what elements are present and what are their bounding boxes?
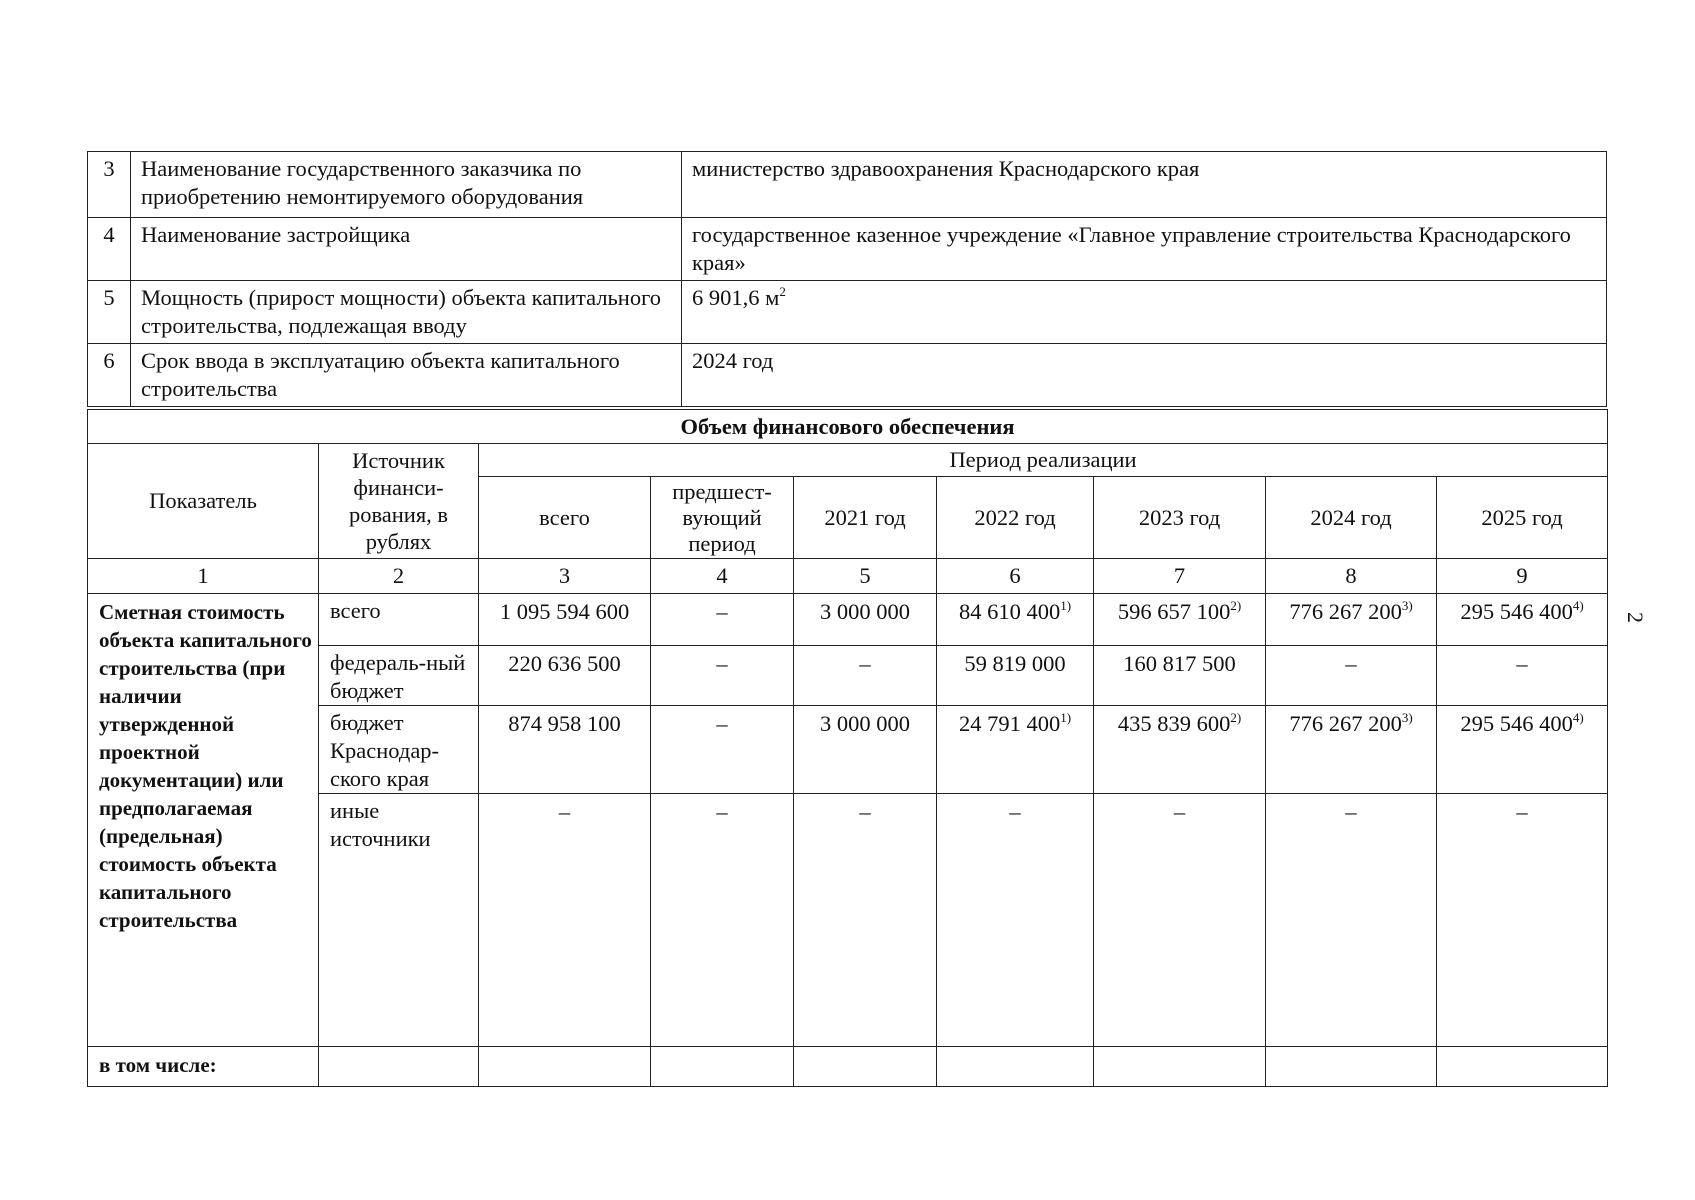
value-text: – xyxy=(716,799,728,824)
row-number: 3 xyxy=(88,152,131,218)
value-text: 1 095 594 600 xyxy=(499,599,630,624)
passport-row xyxy=(88,218,1607,281)
value-text: 24 791 400 xyxy=(958,711,1061,736)
row-number: 5 xyxy=(88,281,131,344)
source-cell: бюджет Краснодар-ского края xyxy=(319,706,479,794)
value-cell xyxy=(651,646,794,706)
value-text: – xyxy=(859,799,871,824)
value-cell xyxy=(1437,594,1608,646)
footnote-marker: 1) xyxy=(1060,598,1072,613)
row-label: Наименование государственного заказчика по приобретению немонтируемого оборудования xyxy=(131,152,682,218)
value-cell xyxy=(651,794,794,1047)
source-cell: иные источники xyxy=(319,794,479,1047)
value-text: 435 839 600 xyxy=(1117,711,1231,736)
value-cell xyxy=(794,706,937,794)
value-cell xyxy=(1094,594,1266,646)
footnote-marker: 3) xyxy=(1401,710,1413,725)
column-number: 7 xyxy=(1094,559,1266,594)
row-value-text: 2024 год xyxy=(692,348,774,373)
value-text: – xyxy=(716,711,728,736)
value-text: – xyxy=(1345,799,1357,824)
column-number: 3 xyxy=(479,559,651,594)
value-text: 3 000 000 xyxy=(820,711,910,736)
value-cell xyxy=(479,646,651,706)
value-cell xyxy=(651,706,794,794)
empty-cell xyxy=(1266,1047,1437,1087)
value-cell xyxy=(1266,794,1437,1047)
column-number: 6 xyxy=(937,559,1094,594)
value-cell xyxy=(651,594,794,646)
passport-row xyxy=(88,152,1607,218)
value-text: 295 546 400 xyxy=(1460,711,1573,736)
source-cell: всего xyxy=(319,594,479,646)
value-text: 59 819 000 xyxy=(964,651,1066,676)
indicator-cell: Сметная стоимость объекта капитального строительства (при наличии утвержденной проектной документации) или предполагаемая (предельная) стоимость объекта капитального строительства xyxy=(88,594,319,1047)
footnote-marker: 2) xyxy=(1230,710,1242,725)
row-value xyxy=(682,218,1607,281)
value-cell xyxy=(479,594,651,646)
value-text: – xyxy=(1173,799,1186,824)
source-cell: федераль-ный бюджет xyxy=(319,646,479,706)
header-indicator: Показатель xyxy=(88,444,319,559)
finance-row xyxy=(88,594,1608,646)
footnote-marker: 2) xyxy=(1230,598,1242,613)
row-value xyxy=(682,152,1607,218)
value-cell xyxy=(937,706,1094,794)
row-value-text: министерство здравоохранения Краснодарского края xyxy=(692,156,1200,181)
value-text: – xyxy=(859,651,871,676)
row-value xyxy=(682,281,1607,344)
value-cell xyxy=(1094,706,1266,794)
value-cell xyxy=(479,706,651,794)
row-label: Срок ввода в эксплуатацию объекта капитального строительства xyxy=(131,344,682,407)
value-text: 596 657 100 xyxy=(1117,599,1231,624)
value-cell xyxy=(1266,706,1437,794)
empty-cell xyxy=(1094,1047,1266,1087)
header-source: Источник финанси-рования, в рублях xyxy=(319,444,479,559)
including-row xyxy=(88,1047,1608,1087)
value-cell xyxy=(937,794,1094,1047)
row-value-text: государственное казенное учреждение «Главное управление строительства Краснодарского края» xyxy=(692,222,1571,275)
row-number: 4 xyxy=(88,218,131,281)
value-cell xyxy=(794,594,937,646)
value-text: 160 817 500 xyxy=(1123,651,1236,676)
row-label: Мощность (прирост мощности) объекта капитального строительства, подлежащая вводу xyxy=(131,281,682,344)
column-number: 5 xyxy=(794,559,937,594)
value-cell xyxy=(1437,794,1608,1047)
header-2024: 2024 год xyxy=(1266,477,1437,559)
finance-section-title: Объем финансового обеспечения xyxy=(88,410,1608,444)
empty-cell xyxy=(479,1047,651,1087)
empty-cell xyxy=(937,1047,1094,1087)
footnote-marker: 4) xyxy=(1572,710,1584,725)
header-previous: предшест-вующий период xyxy=(651,477,794,559)
value-text: 776 267 200 xyxy=(1289,599,1402,624)
finance-table xyxy=(87,409,1608,1087)
footnote-marker: 2 xyxy=(779,284,786,299)
value-text: – xyxy=(1345,651,1357,676)
column-number: 9 xyxy=(1437,559,1608,594)
value-cell xyxy=(1437,706,1608,794)
including-label: в том числе: xyxy=(88,1047,319,1087)
header-total: всего xyxy=(479,477,651,559)
value-text: – xyxy=(558,799,571,824)
row-label: Наименование застройщика xyxy=(131,218,682,281)
column-number: 1 xyxy=(88,559,319,594)
value-text: 295 546 400 xyxy=(1460,599,1573,624)
value-text: – xyxy=(1516,651,1528,676)
header-2021: 2021 год xyxy=(794,477,937,559)
value-cell xyxy=(794,794,937,1047)
column-number: 2 xyxy=(319,559,479,594)
header-2022: 2022 год xyxy=(937,477,1094,559)
passport-row xyxy=(88,344,1607,407)
value-cell xyxy=(1266,646,1437,706)
passport-row xyxy=(88,281,1607,344)
header-period: Период реализации xyxy=(479,444,1608,477)
empty-cell xyxy=(1437,1047,1608,1087)
empty-cell xyxy=(794,1047,937,1087)
value-text: 874 958 100 xyxy=(508,711,621,736)
column-number: 8 xyxy=(1266,559,1437,594)
passport-table xyxy=(87,151,1607,407)
value-text: 220 636 500 xyxy=(508,651,621,676)
header-2023: 2023 год xyxy=(1094,477,1266,559)
value-cell xyxy=(1266,594,1437,646)
row-value xyxy=(682,344,1607,407)
page-number: 2 xyxy=(1623,612,1648,623)
footnote-marker: 4) xyxy=(1572,598,1584,613)
value-text: 3 000 000 xyxy=(820,599,910,624)
value-text: – xyxy=(716,599,728,624)
value-cell xyxy=(479,794,651,1047)
value-text: – xyxy=(1516,799,1528,824)
empty-cell xyxy=(651,1047,794,1087)
column-number: 4 xyxy=(651,559,794,594)
footnote-marker: 3) xyxy=(1401,598,1413,613)
empty-cell xyxy=(319,1047,479,1087)
value-cell xyxy=(937,594,1094,646)
value-text: – xyxy=(716,651,728,676)
footnote-marker: 1) xyxy=(1060,710,1072,725)
value-cell xyxy=(1094,646,1266,706)
row-number: 6 xyxy=(88,344,131,407)
row-value-text: 6 901,6 м xyxy=(692,285,780,310)
value-text: 84 610 400 xyxy=(958,599,1061,624)
value-text: 776 267 200 xyxy=(1289,711,1402,736)
value-text: – xyxy=(1009,799,1021,824)
value-cell xyxy=(1094,794,1266,1047)
value-cell xyxy=(937,646,1094,706)
value-cell xyxy=(1437,646,1608,706)
header-2025: 2025 год xyxy=(1437,477,1608,559)
value-cell xyxy=(794,646,937,706)
